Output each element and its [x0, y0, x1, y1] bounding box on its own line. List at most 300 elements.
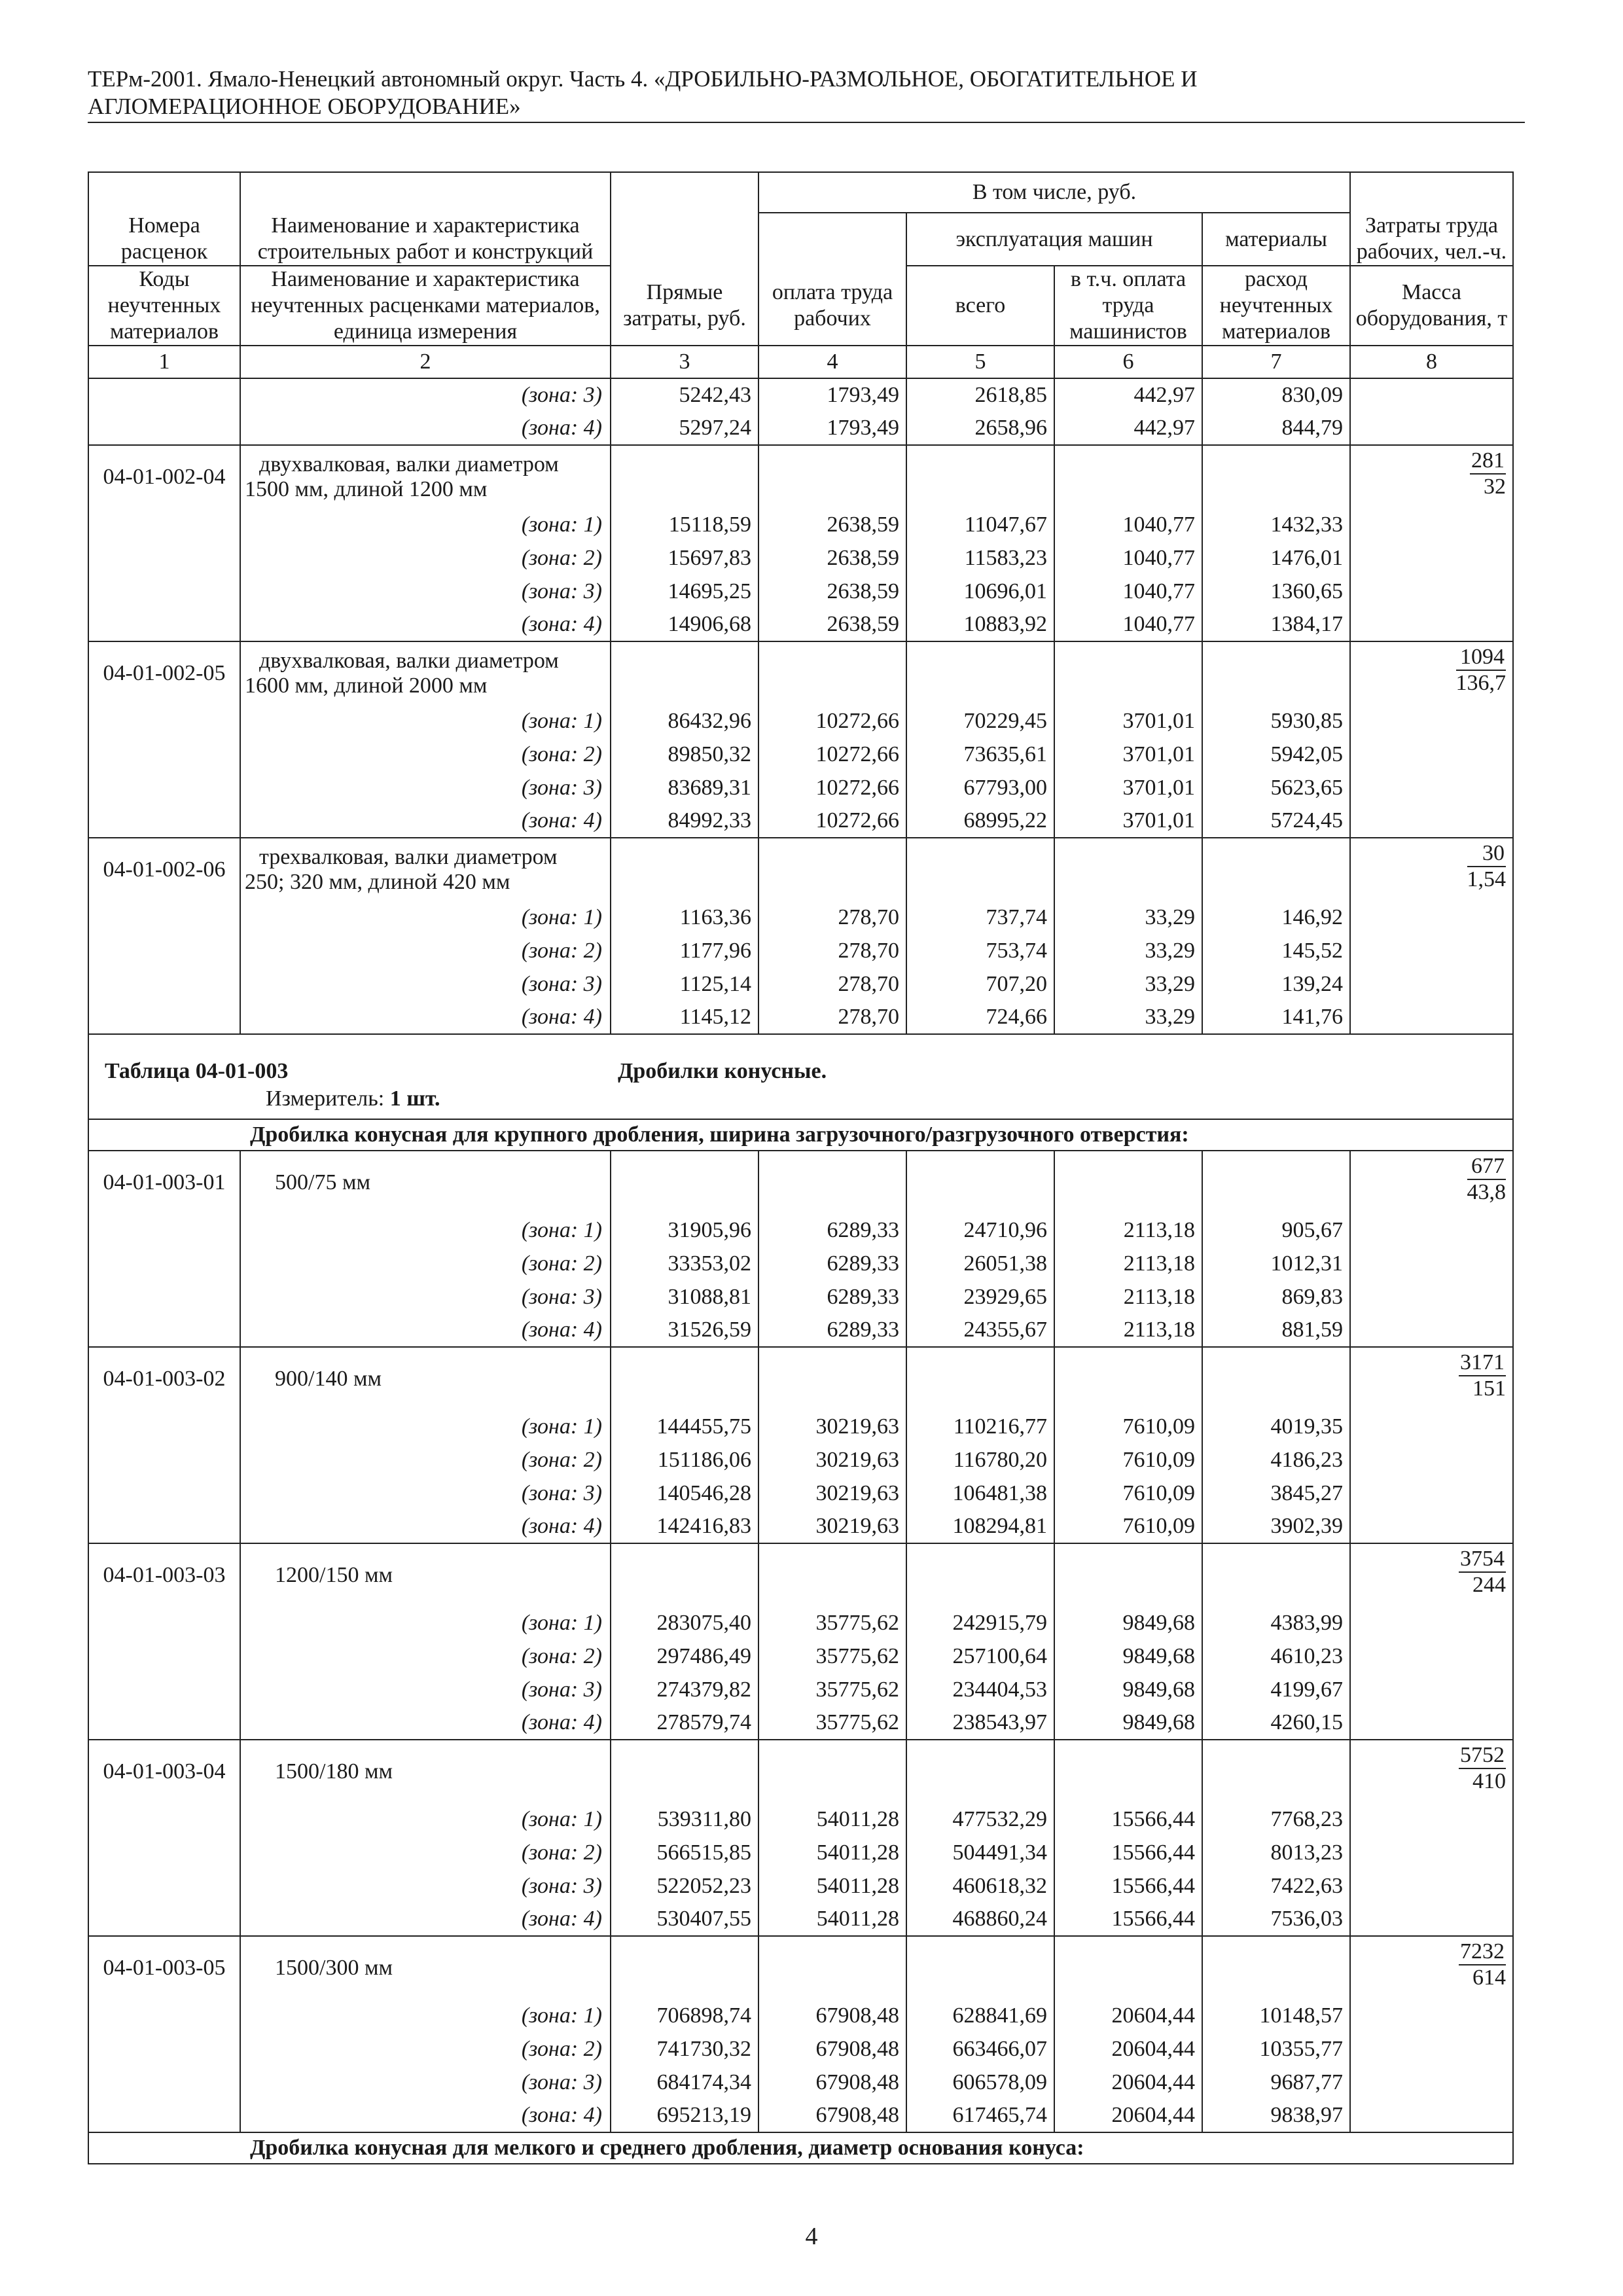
- zone-label: (зона: 3): [240, 575, 611, 608]
- value-cell: 6289,33: [758, 1280, 906, 1314]
- code-cell: [88, 1001, 240, 1034]
- value-cell: 30219,63: [758, 1410, 906, 1443]
- value-cell: 146,92: [1202, 901, 1350, 934]
- value-cell: 14906,68: [611, 608, 758, 641]
- zone-row: [88, 1606, 1513, 1640]
- value-cell: 54011,28: [758, 1803, 906, 1836]
- value-cell: 2113,18: [1054, 1314, 1202, 1347]
- value-cell: 530407,55: [611, 1903, 758, 1936]
- value-cell: 108294,81: [906, 1510, 1054, 1543]
- value-cell: [1202, 1740, 1350, 1803]
- zone-row: [88, 1314, 1513, 1347]
- value-cell: 5297,24: [611, 412, 758, 445]
- equipment-mass: 614: [1472, 1965, 1506, 1990]
- code-cell: [88, 1477, 240, 1510]
- labor-cell: [1350, 575, 1513, 608]
- zone-row: [88, 2032, 1513, 2066]
- value-cell: 257100,64: [906, 1640, 1054, 1673]
- value-cell: 477532,29: [906, 1803, 1054, 1836]
- labor-cell: [1350, 1410, 1513, 1443]
- value-cell: [1054, 1347, 1202, 1410]
- value-cell: 2638,59: [758, 508, 906, 541]
- zone-row: [88, 704, 1513, 738]
- rate-row: [88, 838, 1513, 901]
- zone-row: [88, 1803, 1513, 1836]
- value-cell: 2658,96: [906, 412, 1054, 445]
- rate-row: [88, 1740, 1513, 1803]
- value-cell: 2638,59: [758, 541, 906, 575]
- value-cell: 442,97: [1054, 378, 1202, 412]
- zone-row: [88, 1247, 1513, 1280]
- labor-mass-fraction: [1456, 645, 1507, 696]
- zone-label: (зона: 4): [240, 608, 611, 641]
- zone-label: (зона: 4): [240, 1001, 611, 1034]
- equipment-mass: 244: [1472, 1573, 1506, 1597]
- value-cell: 30219,63: [758, 1477, 906, 1510]
- zone-label: (зона: 3): [240, 1477, 611, 1510]
- rate-name: [240, 1543, 611, 1606]
- value-cell: 566515,85: [611, 1836, 758, 1869]
- header-machines: эксплуатация машин: [906, 213, 1202, 266]
- header-material-name: Наименование и характеристика неучтенных расценками материалов, единица измерения: [240, 266, 611, 346]
- value-cell: [758, 1740, 906, 1803]
- value-cell: [906, 641, 1054, 704]
- value-cell: 7422,63: [1202, 1869, 1350, 1903]
- zone-row: [88, 378, 1513, 412]
- rate-code: 04-01-002-06: [88, 838, 240, 901]
- value-cell: 724,66: [906, 1001, 1054, 1034]
- value-cell: 73635,61: [906, 738, 1054, 771]
- code-cell: [88, 1673, 240, 1706]
- labor-cost: 1094: [1456, 645, 1507, 671]
- code-cell: [88, 541, 240, 575]
- code-cell: [88, 378, 240, 412]
- value-cell: 10696,01: [906, 575, 1054, 608]
- labor-cell: [1350, 1510, 1513, 1543]
- rate-name: [240, 1151, 611, 1213]
- zone-row: [88, 901, 1513, 934]
- value-cell: 31088,81: [611, 1280, 758, 1314]
- rate-name-line: двухвалковая, валки диаметром: [259, 452, 559, 476]
- value-cell: [906, 1151, 1054, 1213]
- zone-row: [88, 1706, 1513, 1740]
- rate-name: [240, 641, 611, 704]
- value-cell: 9838,97: [1202, 2099, 1350, 2132]
- labor-cell: [1350, 608, 1513, 641]
- value-cell: 283075,40: [611, 1606, 758, 1640]
- equipment-mass: 32: [1484, 475, 1506, 499]
- code-cell: [88, 2066, 240, 2099]
- value-cell: [1202, 838, 1350, 901]
- value-cell: 68995,22: [906, 804, 1054, 838]
- value-cell: 30219,63: [758, 1443, 906, 1477]
- value-cell: 844,79: [1202, 412, 1350, 445]
- value-cell: 4199,67: [1202, 1673, 1350, 1706]
- column-number: 4: [758, 346, 906, 378]
- zone-row: [88, 1510, 1513, 1543]
- labor-cell: [1350, 1803, 1513, 1836]
- zone-row: [88, 1999, 1513, 2032]
- value-cell: 54011,28: [758, 1869, 906, 1903]
- zone-label: (зона: 2): [240, 738, 611, 771]
- labor-cell: [1350, 1999, 1513, 2032]
- zone-label: (зона: 1): [240, 1410, 611, 1443]
- value-cell: 1040,77: [1054, 608, 1202, 641]
- value-cell: [1054, 838, 1202, 901]
- rate-name-line: 1500/300 мм: [275, 1955, 393, 1980]
- code-cell: [88, 967, 240, 1001]
- rate-code: 04-01-003-02: [88, 1347, 240, 1410]
- code-cell: [88, 704, 240, 738]
- value-cell: 20604,44: [1054, 1999, 1202, 2032]
- value-cell: 67793,00: [906, 771, 1054, 804]
- value-cell: 5242,43: [611, 378, 758, 412]
- labor-cell: [1350, 901, 1513, 934]
- value-cell: 1012,31: [1202, 1247, 1350, 1280]
- zone-row: [88, 1280, 1513, 1314]
- value-cell: 4019,35: [1202, 1410, 1350, 1443]
- value-cell: [906, 1347, 1054, 1410]
- rate-name: [240, 1347, 611, 1410]
- value-cell: 15118,59: [611, 508, 758, 541]
- zone-row: [88, 1836, 1513, 1869]
- value-cell: 141,76: [1202, 1001, 1350, 1034]
- value-cell: 539311,80: [611, 1803, 758, 1836]
- page-number: 4: [805, 2223, 818, 2250]
- value-cell: 15566,44: [1054, 1869, 1202, 1903]
- value-cell: 106481,38: [906, 1477, 1054, 1510]
- zone-label: (зона: 2): [240, 541, 611, 575]
- zone-label: (зона: 2): [240, 1247, 611, 1280]
- value-cell: 684174,34: [611, 2066, 758, 2099]
- code-cell: [88, 575, 240, 608]
- value-cell: 1040,77: [1054, 575, 1202, 608]
- value-cell: 1145,12: [611, 1001, 758, 1034]
- zone-row: [88, 412, 1513, 445]
- labor-mass-cell: [1350, 838, 1513, 901]
- value-cell: 3902,39: [1202, 1510, 1350, 1543]
- zone-label: (зона: 2): [240, 934, 611, 967]
- value-cell: 31526,59: [611, 1314, 758, 1347]
- value-cell: 1476,01: [1202, 541, 1350, 575]
- value-cell: 460618,32: [906, 1869, 1054, 1903]
- zone-label: (зона: 4): [240, 2099, 611, 2132]
- header-work-name: Наименование и характеристика строительных работ и конструкций: [240, 213, 611, 266]
- value-cell: 89850,32: [611, 738, 758, 771]
- value-cell: 1040,77: [1054, 508, 1202, 541]
- value-cell: 3701,01: [1054, 804, 1202, 838]
- labor-cell: [1350, 412, 1513, 445]
- code-cell: [88, 412, 240, 445]
- value-cell: 14695,25: [611, 575, 758, 608]
- labor-mass-cell: [1350, 641, 1513, 704]
- value-cell: 1040,77: [1054, 541, 1202, 575]
- value-cell: 1432,33: [1202, 508, 1350, 541]
- value-cell: 7610,09: [1054, 1477, 1202, 1510]
- value-cell: 10148,57: [1202, 1999, 1350, 2032]
- column-number: 2: [240, 346, 611, 378]
- value-cell: 67908,48: [758, 1999, 906, 2032]
- value-cell: 7768,23: [1202, 1803, 1350, 1836]
- value-cell: 84992,33: [611, 804, 758, 838]
- value-cell: 7610,09: [1054, 1443, 1202, 1477]
- code-cell: [88, 1314, 240, 1347]
- value-cell: 110216,77: [906, 1410, 1054, 1443]
- labor-cost: 3754: [1459, 1547, 1506, 1573]
- rate-name-line: 500/75 мм: [275, 1170, 370, 1194]
- value-cell: 278,70: [758, 934, 906, 967]
- equipment-mass: 151: [1472, 1376, 1506, 1401]
- labor-cell: [1350, 804, 1513, 838]
- value-cell: 86432,96: [611, 704, 758, 738]
- running-header: [88, 65, 1508, 120]
- value-cell: [758, 838, 906, 901]
- header-line-1: ТЕРм-2001. Ямало-Ненецкий автономный округ. Часть 4. «ДРОБИЛЬНО-РАЗМОЛЬНОЕ, ОБОГАТИТЕЛЬНОЕ И: [88, 66, 1198, 92]
- value-cell: 33,29: [1054, 967, 1202, 1001]
- value-cell: 20604,44: [1054, 2099, 1202, 2132]
- header-cell: [240, 172, 611, 213]
- code-cell: [88, 1280, 240, 1314]
- value-cell: [611, 838, 758, 901]
- value-cell: [611, 445, 758, 508]
- value-cell: 737,74: [906, 901, 1054, 934]
- header-materials: материалы: [1202, 213, 1350, 266]
- zone-row: [88, 508, 1513, 541]
- header-labor: Затраты труда рабочих, чел.-ч.: [1350, 213, 1513, 266]
- value-cell: 11583,23: [906, 541, 1054, 575]
- value-cell: [611, 1740, 758, 1803]
- zone-label: (зона: 3): [240, 1280, 611, 1314]
- zone-label: (зона: 2): [240, 1836, 611, 1869]
- value-cell: [906, 1543, 1054, 1606]
- labor-cell: [1350, 1673, 1513, 1706]
- value-cell: [1202, 1151, 1350, 1213]
- zone-label: (зона: 3): [240, 771, 611, 804]
- header-cell: [1350, 172, 1513, 213]
- zone-row: [88, 738, 1513, 771]
- value-cell: 30219,63: [758, 1510, 906, 1543]
- column-numbers-row: [88, 346, 1513, 378]
- zone-row: [88, 1410, 1513, 1443]
- value-cell: [611, 1347, 758, 1410]
- value-cell: 144455,75: [611, 1410, 758, 1443]
- zone-row: [88, 1673, 1513, 1706]
- value-cell: 7536,03: [1202, 1903, 1350, 1936]
- column-number: 3: [611, 346, 758, 378]
- value-cell: 31905,96: [611, 1213, 758, 1247]
- zone-row: [88, 1903, 1513, 1936]
- value-cell: 151186,06: [611, 1443, 758, 1477]
- value-cell: 15697,83: [611, 541, 758, 575]
- value-cell: 1177,96: [611, 934, 758, 967]
- table-title-cell: [88, 1034, 1513, 1119]
- labor-cell: [1350, 1213, 1513, 1247]
- value-cell: 4383,99: [1202, 1606, 1350, 1640]
- rate-name-line: 1500/180 мм: [275, 1759, 393, 1784]
- value-cell: [1202, 445, 1350, 508]
- labor-cost: 30: [1467, 841, 1507, 867]
- labor-cell: [1350, 738, 1513, 771]
- labor-cell: [1350, 1836, 1513, 1869]
- value-cell: [1054, 445, 1202, 508]
- code-cell: [88, 804, 240, 838]
- labor-cell: [1350, 541, 1513, 575]
- value-cell: 617465,74: [906, 2099, 1054, 2132]
- meter-label: Измеритель:: [266, 1086, 385, 1111]
- value-cell: 15566,44: [1054, 1836, 1202, 1869]
- rate-row: [88, 1151, 1513, 1213]
- column-number: 6: [1054, 346, 1202, 378]
- zone-label: (зона: 2): [240, 2032, 611, 2066]
- labor-mass-cell: [1350, 1740, 1513, 1803]
- value-cell: 1793,49: [758, 378, 906, 412]
- zone-label: (зона: 3): [240, 1673, 611, 1706]
- value-cell: [758, 1936, 906, 1999]
- equipment-mass: 1,54: [1467, 867, 1506, 891]
- column-number: 7: [1202, 346, 1350, 378]
- value-cell: 830,09: [1202, 378, 1350, 412]
- zone-row: [88, 1477, 1513, 1510]
- value-cell: 663466,07: [906, 2032, 1054, 2066]
- value-cell: 15566,44: [1054, 1903, 1202, 1936]
- value-cell: 67908,48: [758, 2099, 906, 2132]
- labor-cell: [1350, 967, 1513, 1001]
- value-cell: 2618,85: [906, 378, 1054, 412]
- labor-cell: [1350, 1903, 1513, 1936]
- header-cell: [758, 213, 906, 266]
- code-cell: [88, 1640, 240, 1673]
- zone-label: (зона: 1): [240, 1803, 611, 1836]
- zone-row: [88, 1213, 1513, 1247]
- labor-mass-fraction: [1459, 1743, 1506, 1794]
- zone-row: [88, 541, 1513, 575]
- labor-cost: 677: [1467, 1154, 1507, 1180]
- value-cell: 9849,68: [1054, 1706, 1202, 1740]
- labor-cell: [1350, 771, 1513, 804]
- value-cell: 5623,65: [1202, 771, 1350, 804]
- code-cell: [88, 1510, 240, 1543]
- value-cell: 20604,44: [1054, 2032, 1202, 2066]
- value-cell: 3845,27: [1202, 1477, 1350, 1510]
- labor-cost: 5752: [1459, 1743, 1506, 1769]
- code-cell: [88, 771, 240, 804]
- labor-cell: [1350, 1606, 1513, 1640]
- value-cell: 35775,62: [758, 1606, 906, 1640]
- labor-mass-cell: [1350, 1543, 1513, 1606]
- value-cell: [758, 1543, 906, 1606]
- value-cell: [1202, 641, 1350, 704]
- rate-name-line: двухвалковая, валки диаметром: [259, 648, 559, 673]
- zone-label: (зона: 3): [240, 1869, 611, 1903]
- code-cell: [88, 1606, 240, 1640]
- rate-row: [88, 445, 1513, 508]
- value-cell: 297486,49: [611, 1640, 758, 1673]
- zone-label: (зона: 4): [240, 1314, 611, 1347]
- value-cell: 238543,97: [906, 1706, 1054, 1740]
- table-name: Дробилки конусные.: [618, 1059, 827, 1083]
- value-cell: [758, 1151, 906, 1213]
- labor-mass-fraction: [1470, 448, 1506, 499]
- header-rate-numbers: Номера расценок: [88, 213, 240, 266]
- value-cell: 11047,67: [906, 508, 1054, 541]
- value-cell: 741730,32: [611, 2032, 758, 2066]
- zone-row: [88, 967, 1513, 1001]
- code-cell: [88, 1836, 240, 1869]
- value-cell: [1202, 1543, 1350, 1606]
- value-cell: [611, 1151, 758, 1213]
- zone-row: [88, 934, 1513, 967]
- value-cell: 4186,23: [1202, 1443, 1350, 1477]
- value-cell: 1360,65: [1202, 575, 1350, 608]
- value-cell: 881,59: [1202, 1314, 1350, 1347]
- value-cell: [1054, 1543, 1202, 1606]
- value-cell: 33353,02: [611, 1247, 758, 1280]
- rate-row: [88, 1543, 1513, 1606]
- value-cell: 905,67: [1202, 1213, 1350, 1247]
- labor-mass-fraction: [1459, 1939, 1506, 1990]
- rate-row: [88, 1347, 1513, 1410]
- value-cell: 54011,28: [758, 1903, 906, 1936]
- value-cell: [1202, 1347, 1350, 1410]
- value-cell: [906, 1936, 1054, 1999]
- labor-cell: [1350, 934, 1513, 967]
- value-cell: 70229,45: [906, 704, 1054, 738]
- code-cell: [88, 934, 240, 967]
- zone-label: (зона: 3): [240, 967, 611, 1001]
- zone-label: (зона: 4): [240, 1706, 611, 1740]
- labor-mass-cell: [1350, 445, 1513, 508]
- value-cell: [906, 445, 1054, 508]
- rate-code: 04-01-003-03: [88, 1543, 240, 1606]
- zone-row: [88, 1443, 1513, 1477]
- equipment-mass: 136,7: [1455, 671, 1506, 695]
- code-cell: [88, 1999, 240, 2032]
- zone-row: [88, 1869, 1513, 1903]
- header-including: В том числе, руб.: [758, 172, 1350, 213]
- zone-label: (зона: 1): [240, 1606, 611, 1640]
- zone-row: [88, 1001, 1513, 1034]
- rates-table-body: [88, 172, 1513, 2164]
- value-cell: [611, 1543, 758, 1606]
- value-cell: 33,29: [1054, 1001, 1202, 1034]
- code-cell: [88, 1706, 240, 1740]
- zone-label: (зона: 2): [240, 1443, 611, 1477]
- labor-mass-fraction: [1459, 1350, 1506, 1401]
- zone-label: (зона: 2): [240, 1640, 611, 1673]
- value-cell: 9849,68: [1054, 1640, 1202, 1673]
- value-cell: 24355,67: [906, 1314, 1054, 1347]
- value-cell: 5930,85: [1202, 704, 1350, 738]
- value-cell: 9687,77: [1202, 2066, 1350, 2099]
- labor-cell: [1350, 2032, 1513, 2066]
- value-cell: 7610,09: [1054, 1410, 1202, 1443]
- header-rule: [88, 122, 1525, 123]
- value-cell: 278,70: [758, 901, 906, 934]
- value-cell: 33,29: [1054, 901, 1202, 934]
- labor-mass-cell: [1350, 1936, 1513, 1999]
- header-machines-total: всего: [906, 266, 1054, 346]
- value-cell: [1202, 1936, 1350, 1999]
- labor-cell: [1350, 2099, 1513, 2132]
- value-cell: 145,52: [1202, 934, 1350, 967]
- code-cell: [88, 2032, 240, 2066]
- value-cell: 23929,65: [906, 1280, 1054, 1314]
- table-title-row: [88, 1034, 1513, 1119]
- zone-label: (зона: 1): [240, 1999, 611, 2032]
- labor-cell: [1350, 704, 1513, 738]
- labor-cell: [1350, 508, 1513, 541]
- value-cell: 140546,28: [611, 1477, 758, 1510]
